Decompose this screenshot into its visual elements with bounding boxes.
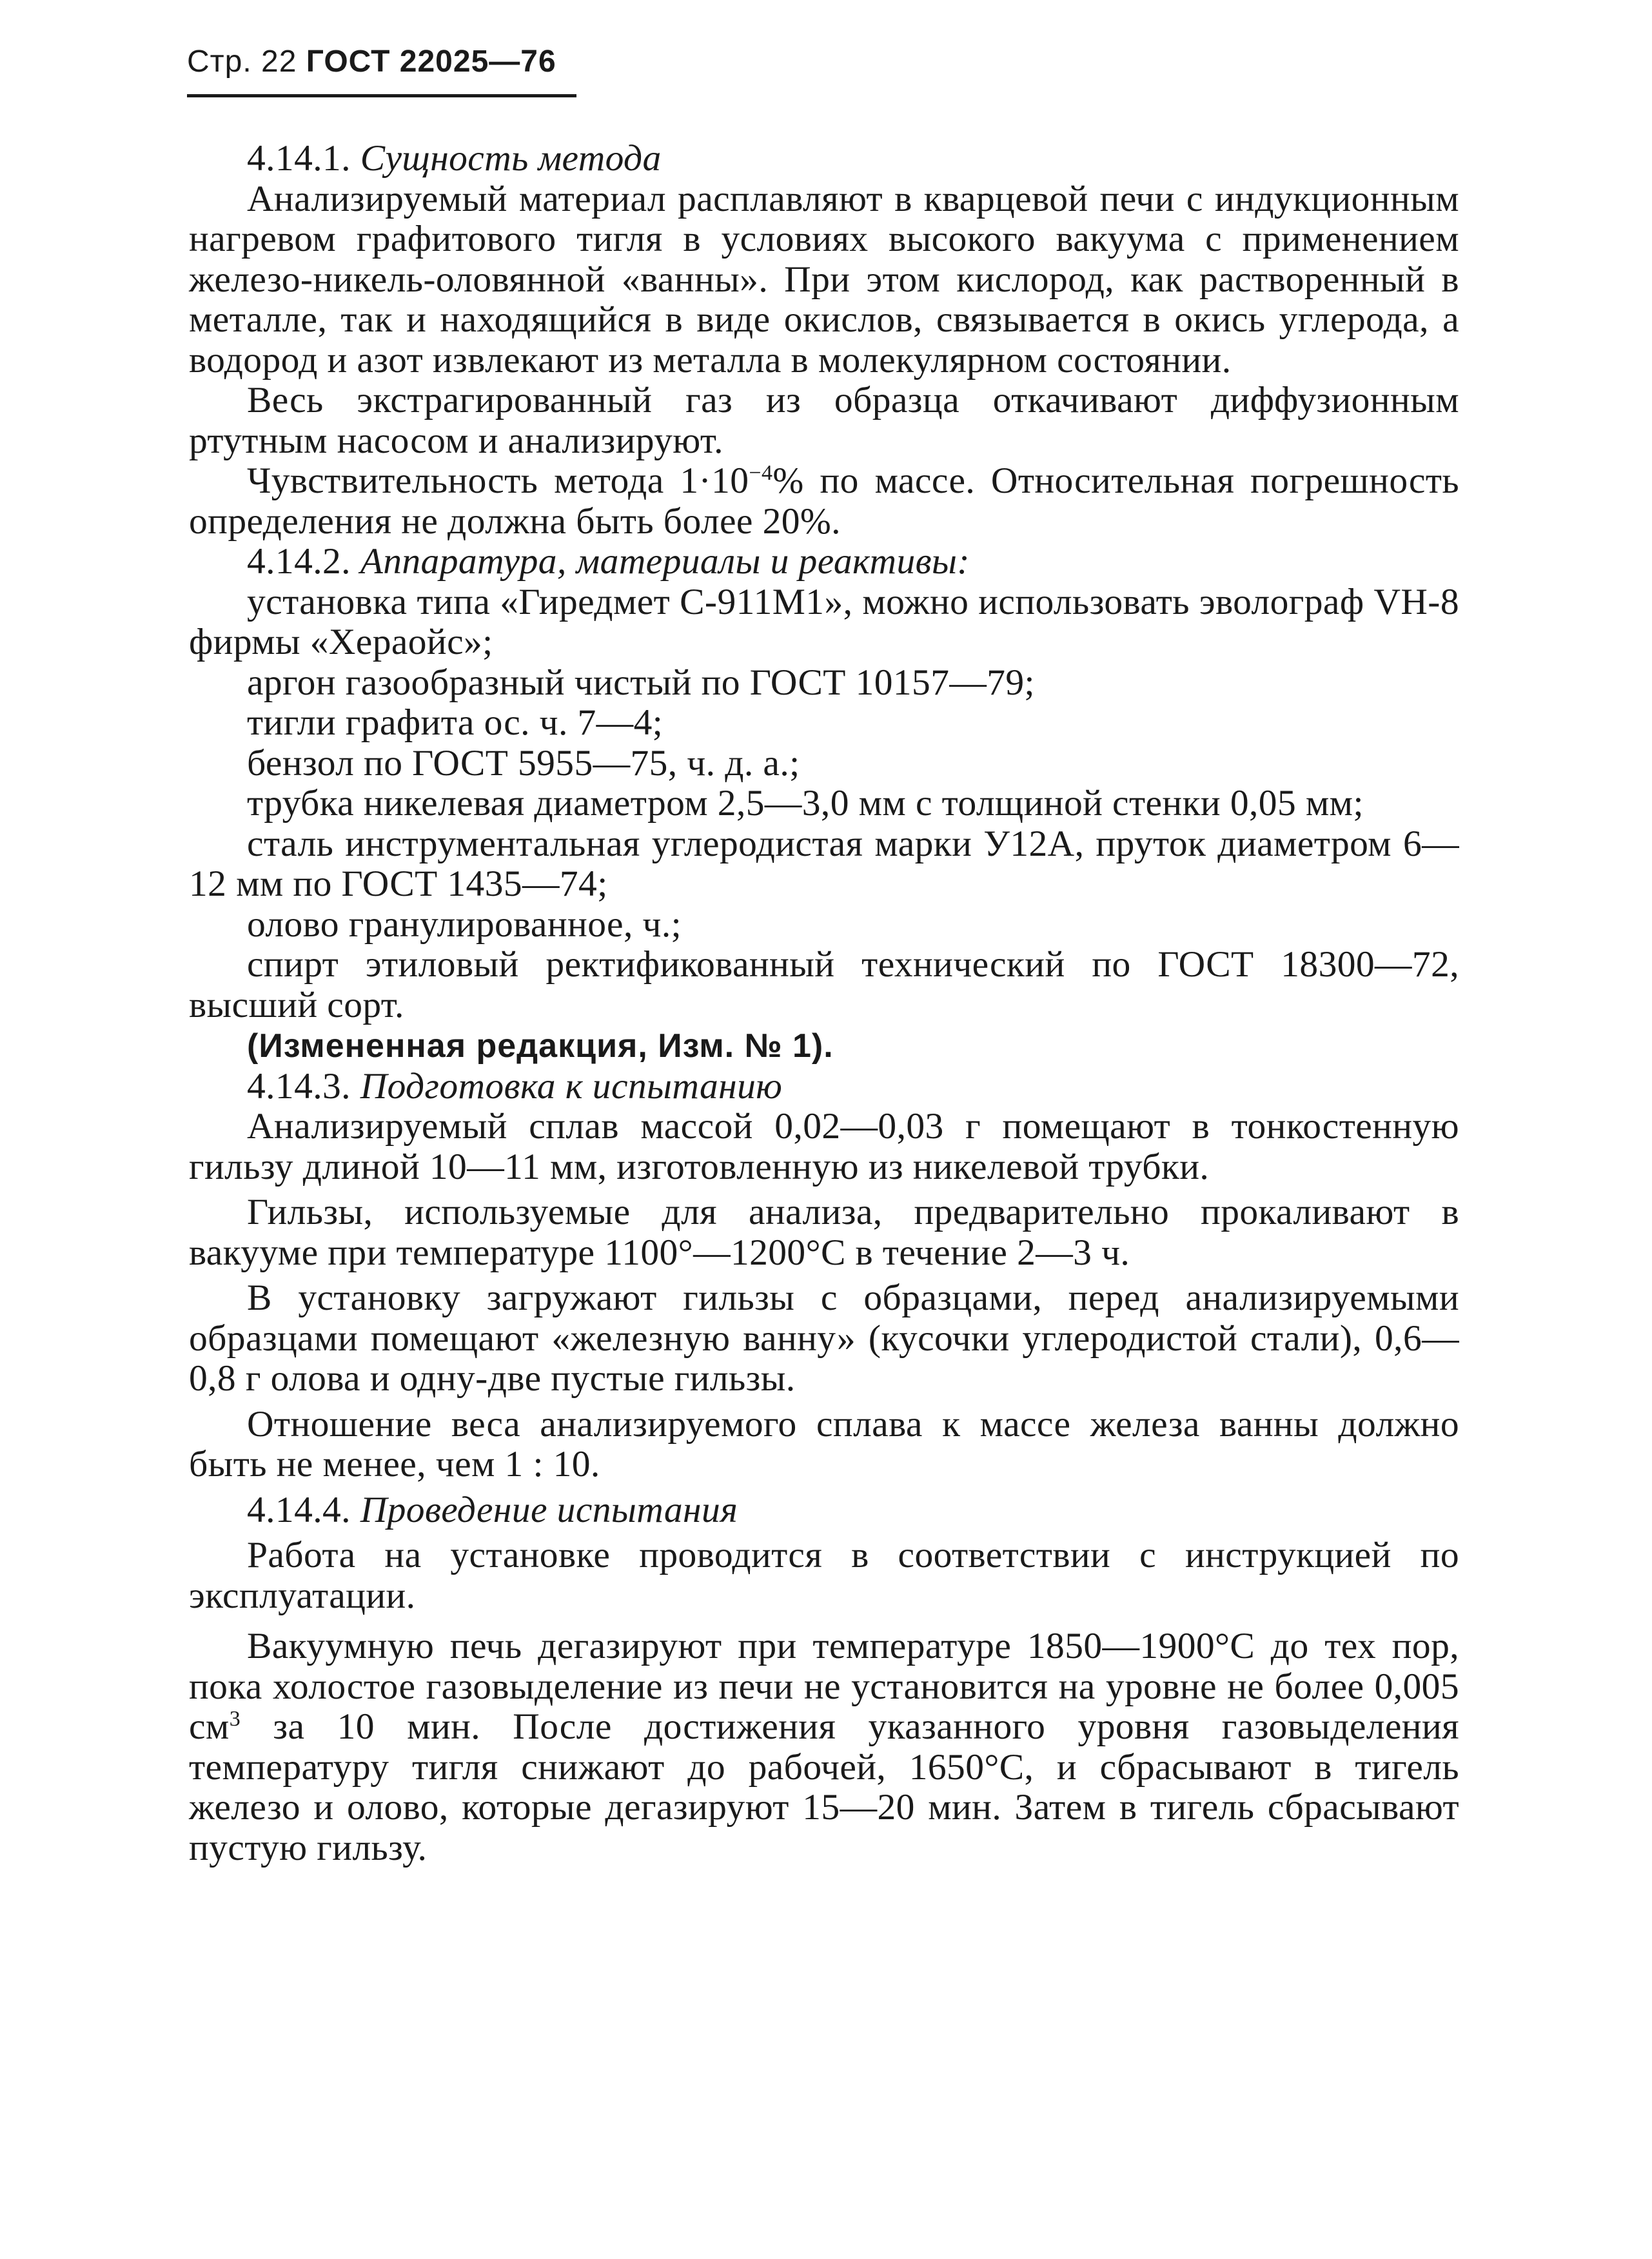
list-item: олово гранулированное, ч.; <box>247 903 682 945</box>
list-item: аргон газообразный чистый по ГОСТ 10157—79; <box>247 662 1035 703</box>
section-heading-4-14-4 <box>189 1490 1459 1531</box>
paragraph: Анализируемый материал расплавляют в кварцевой печи с индукционным нагревом графитового тигля в условиях высокого вакуума с применением железо-никель-оловянной «ванны». При этом кислород, как растворенный в металле, так и находящийся в виде окислов, связывается в окись углерода, а водород и азот извлекают из металла в молекулярном состоянии. <box>189 178 1459 380</box>
header-rule <box>187 94 576 97</box>
amendment-text: (Измененная редакция, Изм. № 1). <box>247 1027 834 1065</box>
list-item: трубка никелевая диаметром 2,5—3,0 мм с толщиной стенки 0,05 мм; <box>247 783 1364 824</box>
section-number: 4.14.3. <box>247 1065 351 1107</box>
superscript: −4 <box>749 460 773 485</box>
document-body <box>189 139 1459 1868</box>
paragraph: Работа на установке проводится в соответствии с инструкцией по эксплуатации. <box>189 1535 1459 1616</box>
list-item: спирт этиловый ректификованный технический по ГОСТ 18300—72, высший сорт. <box>189 944 1459 1025</box>
section-number: 4.14.1. <box>247 138 351 179</box>
page-number-label: Стр. 22 <box>187 44 297 79</box>
section-title: Сущность метода <box>360 138 662 179</box>
paragraph-degassing <box>189 1626 1459 1868</box>
list-item: бензол по ГОСТ 5955—75, ч. д. а.; <box>247 742 800 784</box>
paragraph: Весь экстрагированный газ из образца откачивают диффузионным ртутным насосом и анализируют. <box>189 380 1459 461</box>
section-number: 4.14.2. <box>247 541 351 582</box>
section-title: Аппаратура, материалы и реактивы: <box>360 541 970 582</box>
amendment-note <box>189 1025 1459 1067</box>
section-number: 4.14.4. <box>247 1489 351 1530</box>
document-code: ГОСТ 22025—76 <box>306 44 556 79</box>
paragraph: В установку загружают гильзы с образцами, перед анализируемыми образцами помещают «железную ванну» (кусочки углеродистой стали), 0,6—0,8 г олова и одну-две пустые гильзы. <box>189 1277 1459 1399</box>
section-heading-4-14-3 <box>189 1067 1459 1107</box>
section-heading-4-14-2 <box>189 542 1459 582</box>
running-head <box>187 46 556 77</box>
paragraph-sensitivity <box>189 461 1459 542</box>
section-title: Подготовка к испытанию <box>360 1065 783 1107</box>
list-item: установка типа «Гиредмет С-911М1», можно использовать эволограф VH-8 фирмы «Хераойс»; <box>189 581 1459 662</box>
text-run: Чувствительность метода 1·10 <box>247 460 749 501</box>
paragraph: Гильзы, используемые для анализа, предварительно прокаливают в вакууме при температуре 1100°—1200°С в течение 2—3 ч. <box>189 1192 1459 1273</box>
paragraph: Отношение веса анализируемого сплава к массе железа ванны должно быть не менее, чем 1 : 10. <box>189 1403 1459 1485</box>
list-item: сталь инструментальная углеродистая марки У12А, пруток диаметром 6—12 мм по ГОСТ 1435—74; <box>189 823 1459 904</box>
list-item: тигли графита ос. ч. 7—4; <box>247 702 664 743</box>
text-run: Вакуумную печь дегазируют при температуре 1850—1900°С до тех пор, пока холостое газовыделение из печи не установится на уровне не более 0,005 см <box>189 1626 1459 1747</box>
superscript: 3 <box>229 1706 241 1731</box>
text-run: за 10 мин. После достижения указанного уровня газовыделения температуру тигля снижают до рабочей, 1650°С, и сбрасывают в тигель железо и олово, которые дегазируют 15—20 мин. Затем в тигель сбрасывают пустую гильзу. <box>189 1706 1459 1868</box>
paragraph: Анализируемый сплав массой 0,02—0,03 г помещают в тонкостенную гильзу длиной 10—11 мм, изготовленную из никелевой трубки. <box>189 1106 1459 1187</box>
section-title: Проведение испытания <box>360 1489 738 1530</box>
section-heading-4-14-1 <box>189 139 1459 179</box>
text-run: % по массе. Относительная погрешность определения не должна быть более 20%. <box>189 460 1459 542</box>
